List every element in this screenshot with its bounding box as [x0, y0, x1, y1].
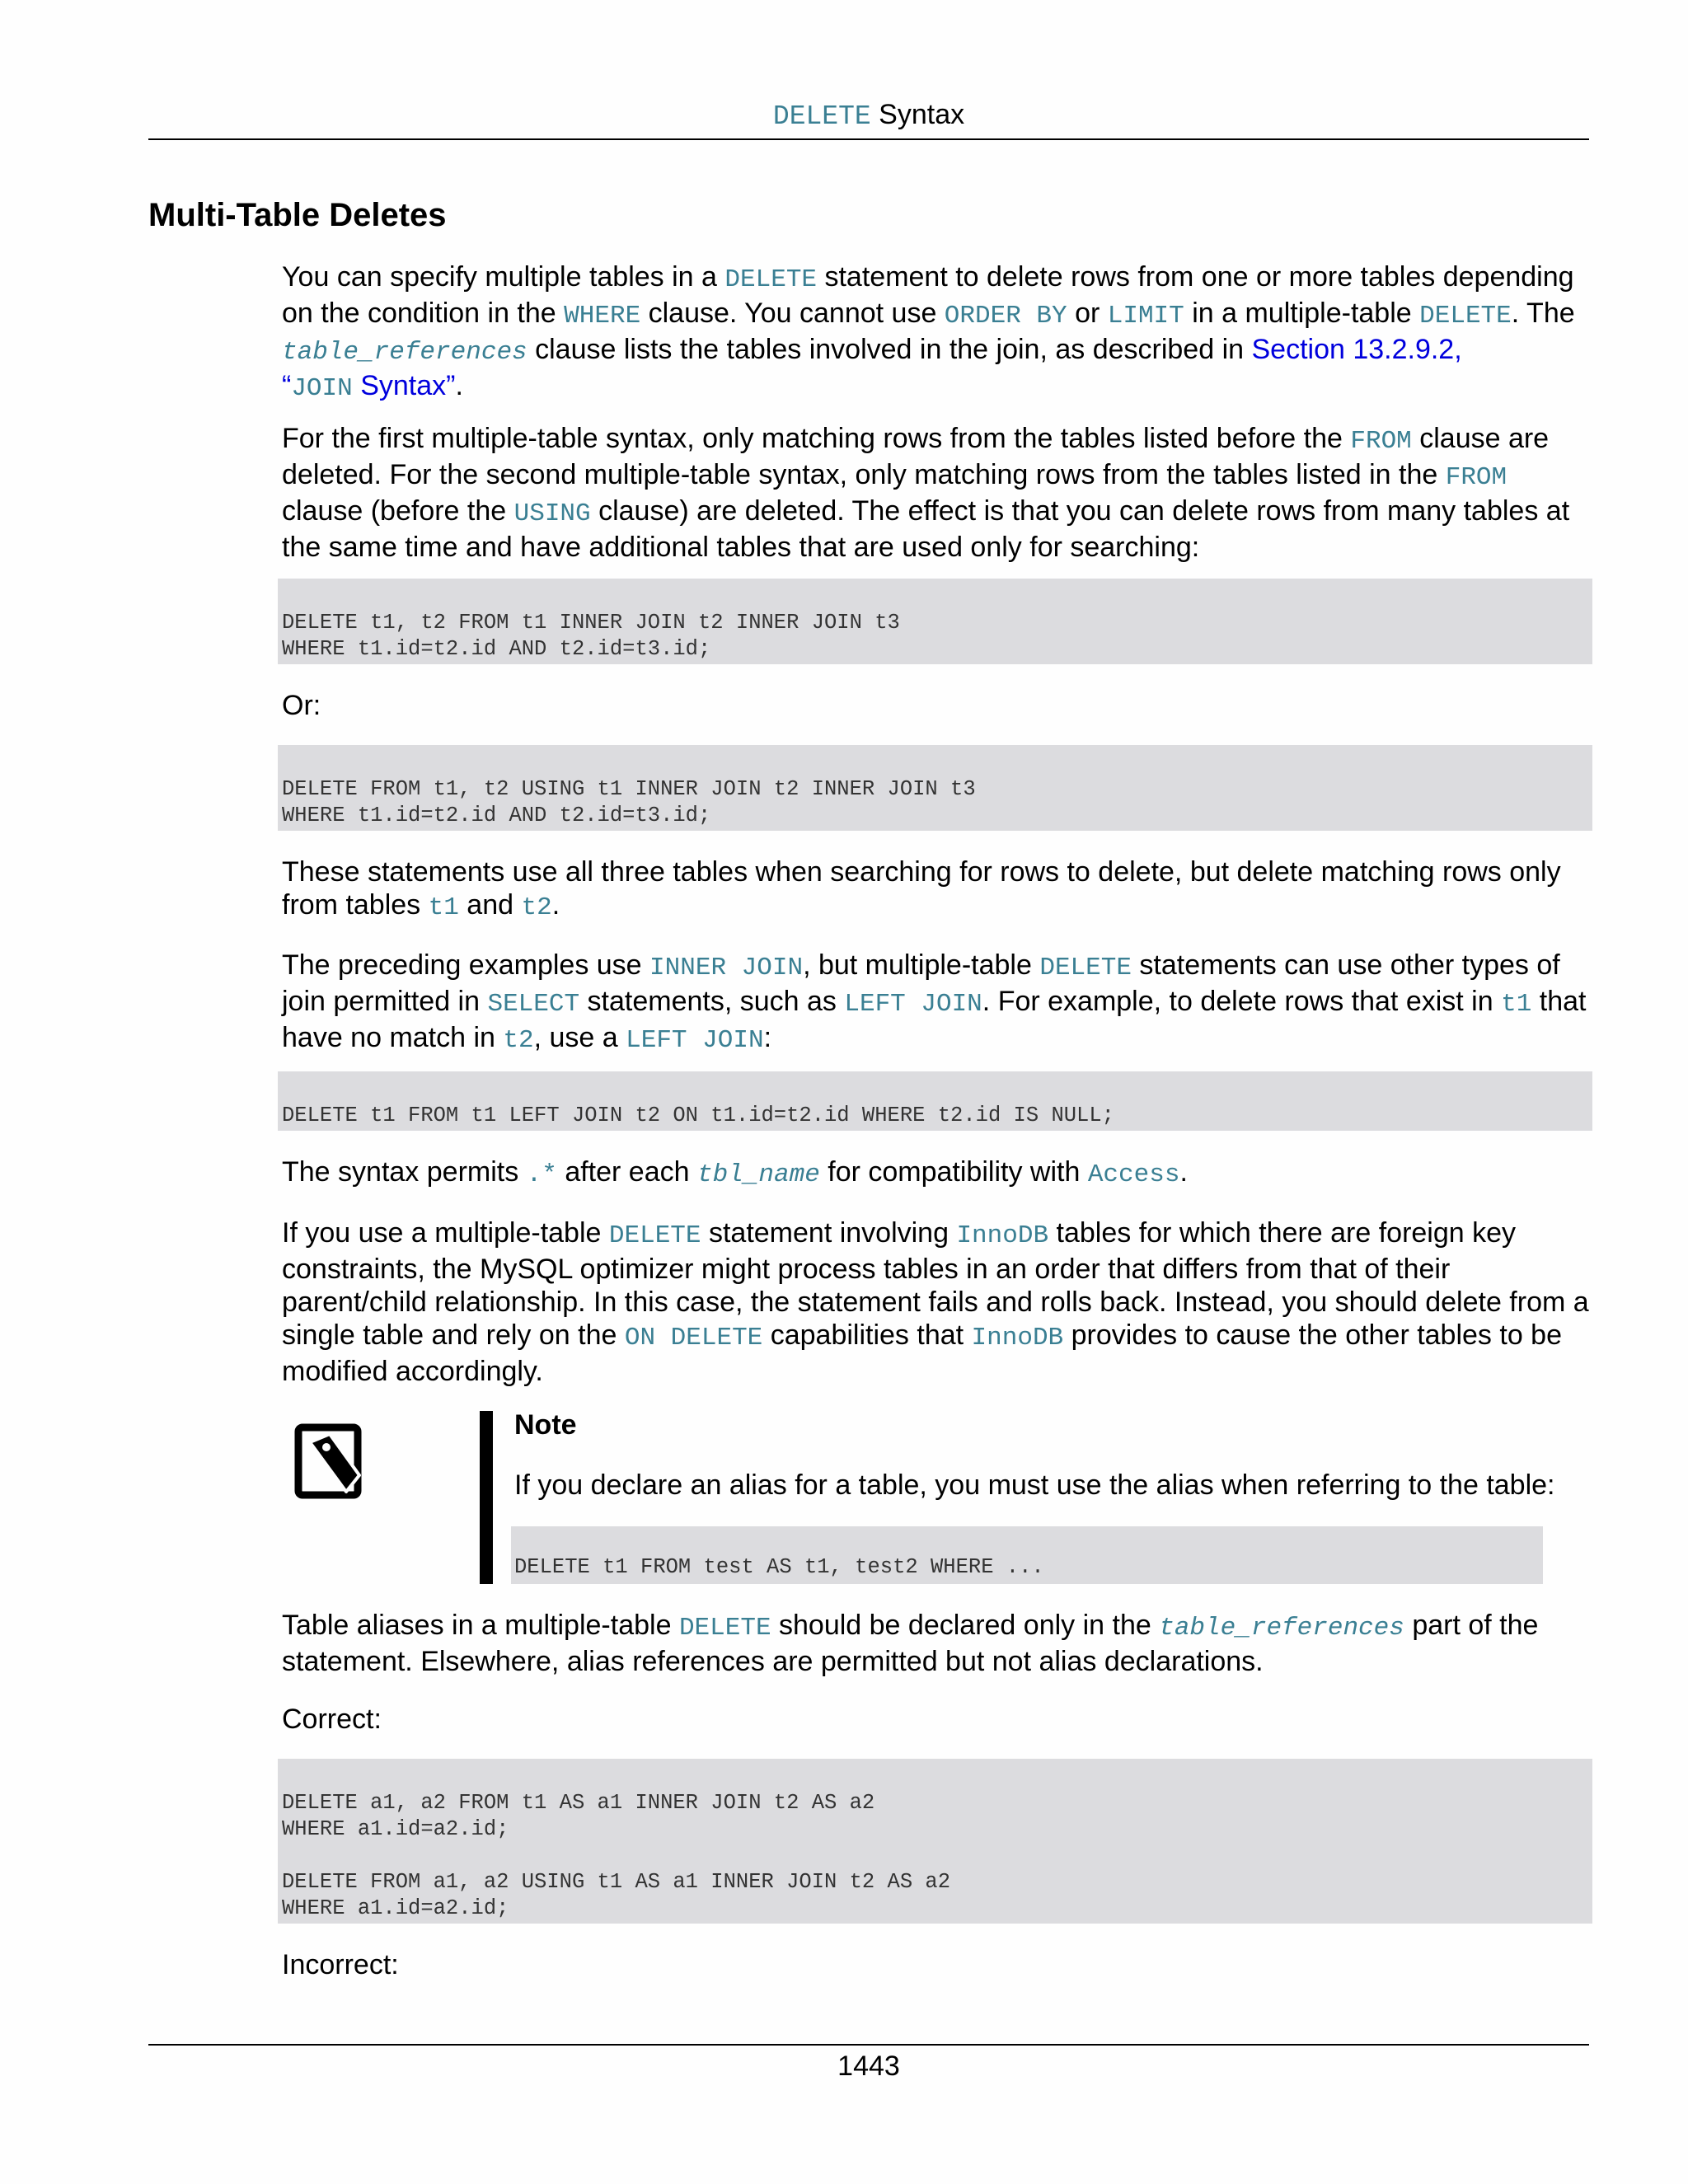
inline-code: InnoDB: [971, 1324, 1064, 1352]
text: You can specify multiple tables in a: [282, 261, 725, 293]
note-title: Note: [514, 1409, 577, 1441]
running-header: [148, 97, 1589, 140]
text: for compatibility with: [819, 1156, 1088, 1188]
inline-code-italic: table_references: [282, 338, 528, 367]
link-code[interactable]: JOIN: [291, 374, 353, 403]
inline-code: SELECT: [487, 990, 580, 1019]
text: that have no match in: [282, 986, 1587, 1053]
text: capabilities that: [762, 1319, 972, 1351]
section-title: Multi-Table Deletes: [148, 197, 447, 233]
inline-code: ON DELETE: [624, 1324, 763, 1352]
text: statement to delete rows from one or more tables depending on the condition in the: [282, 261, 1574, 329]
code-block-correct: DELETE a1, a2 FROM t1 AS a1 INNER JOIN t2 AS a2 WHERE a1.id=a2.id; DELETE FROM a1, a2 USING t1 AS a1 INNER JOIN t2 AS a2 WHERE a1.id=a2.id;: [278, 1759, 1592, 1924]
inline-code: t1: [428, 893, 459, 922]
inline-code: FROM: [1350, 427, 1412, 456]
text: statements can use other types of join permitted in: [282, 949, 1560, 1017]
text: If you use a multiple-table: [282, 1217, 609, 1249]
inline-code: DELETE: [724, 265, 818, 294]
paragraph-correct: Correct:: [282, 1704, 382, 1735]
text: and: [458, 889, 522, 921]
note-code-block: DELETE t1 FROM test AS t1, test2 WHERE ...: [511, 1526, 1543, 1584]
link-text[interactable]: “: [282, 370, 292, 401]
inline-code: DELETE: [678, 1614, 771, 1643]
paragraph-or: Or:: [282, 690, 321, 721]
header-text: Syntax: [870, 99, 965, 130]
inline-code: USING: [513, 499, 591, 528]
text: after each: [556, 1156, 697, 1188]
paragraph-join-types: [282, 949, 1592, 1057]
text: statements, such as: [579, 986, 845, 1017]
text: part of the statement. Elsewhere, alias references are permitted but not alias declarations.: [282, 1610, 1539, 1677]
note-bar: [480, 1411, 493, 1584]
text: tables for which there are foreign key constraints, the MySQL optimizer might process tables in an order that differs from that of their parent/child relationship. In this case, the statement fails and rolls back. Instead, you should delete from a single table and rely on the: [282, 1217, 1589, 1351]
link-text[interactable]: Section 13.2.9.2,: [1251, 334, 1462, 365]
inline-code: Access: [1087, 1160, 1180, 1189]
text: provides to cause the other tables to be modified accordingly.: [282, 1319, 1562, 1387]
paragraph-syntax: [282, 422, 1592, 564]
text: clause) are deleted. The effect is that you can delete rows from many tables at the same time and have additional tables that are used only for searching:: [282, 495, 1570, 563]
header-code: DELETE: [772, 101, 871, 132]
text: or: [1067, 298, 1108, 329]
paragraph-innodb: [282, 1216, 1592, 1388]
link-text[interactable]: Syntax”: [352, 370, 456, 401]
note-icon: [293, 1422, 368, 1502]
inline-code: FROM: [1445, 463, 1507, 492]
text: clause (before the: [282, 495, 514, 527]
text: Table aliases in a multiple-table: [282, 1610, 679, 1641]
text: .: [455, 370, 463, 401]
text: should be declared only in the: [771, 1610, 1160, 1641]
inline-code: LEFT JOIN: [844, 990, 982, 1019]
text: . The: [1511, 298, 1575, 329]
inline-code: DELETE: [1039, 954, 1132, 982]
text: These statements use all three tables when searching for rows to delete, but delete matching rows only from tables: [282, 856, 1561, 921]
text: clause. You cannot use: [640, 298, 945, 329]
inline-code: InnoDB: [956, 1221, 1049, 1250]
text: .: [551, 889, 560, 921]
code-block-delete-using: DELETE FROM t1, t2 USING t1 INNER JOIN t2 INNER JOIN t3 WHERE t1.id=t2.id AND t2.id=t3.id;: [278, 745, 1592, 831]
code-block-delete-inner-join: DELETE t1, t2 FROM t1 INNER JOIN t2 INNER JOIN t3 WHERE t1.id=t2.id AND t2.id=t3.id;: [278, 579, 1592, 664]
code-block-left-join: DELETE t1 FROM t1 LEFT JOIN t2 ON t1.id=t2.id WHERE t2.id IS NULL;: [278, 1071, 1592, 1131]
inline-code: .*: [526, 1160, 557, 1189]
note-text: If you declare an alias for a table, you must use the alias when referring to the table:: [514, 1469, 1555, 1501]
inline-code: t2: [521, 893, 552, 922]
text: .: [1179, 1156, 1188, 1188]
text: , use a: [533, 1022, 626, 1053]
text: The preceding examples use: [282, 949, 650, 981]
text: clause lists the tables involved in the join, as described in: [527, 334, 1252, 365]
inline-code: WHERE: [564, 302, 641, 330]
text: The syntax permits: [282, 1156, 527, 1188]
inline-code: LEFT JOIN: [626, 1026, 764, 1055]
footer-rule: [148, 2044, 1589, 2046]
paragraph-three-tables: [282, 855, 1592, 925]
text: :: [763, 1022, 772, 1053]
text: in a multiple-table: [1184, 298, 1420, 329]
text: , but multiple-table: [803, 949, 1040, 981]
text: clause are deleted. For the second multiple-table syntax, only matching rows from the tables listed in the: [282, 423, 1550, 490]
inline-code: LIMIT: [1107, 302, 1184, 330]
inline-code: t1: [1501, 990, 1532, 1019]
paragraph-access: [282, 1155, 1592, 1192]
paragraph-intro: [282, 260, 1592, 405]
inline-code-italic: tbl_name: [696, 1160, 820, 1189]
paragraph-aliases: [282, 1609, 1592, 1678]
inline-code: DELETE: [1419, 302, 1512, 330]
inline-code-italic: table_references: [1159, 1614, 1404, 1643]
inline-code: ORDER BY: [944, 302, 1067, 330]
text: . For example, to delete rows that exist in: [982, 986, 1502, 1017]
page-number: 1443: [837, 2050, 900, 2082]
text: For the first multiple-table syntax, only matching rows from the tables listed before the: [282, 423, 1351, 454]
inline-code: t2: [503, 1026, 534, 1055]
text: statement involving: [701, 1217, 957, 1249]
paragraph-incorrect: Incorrect:: [282, 1949, 399, 1980]
inline-code: INNER JOIN: [649, 954, 804, 982]
inline-code: DELETE: [608, 1221, 701, 1250]
